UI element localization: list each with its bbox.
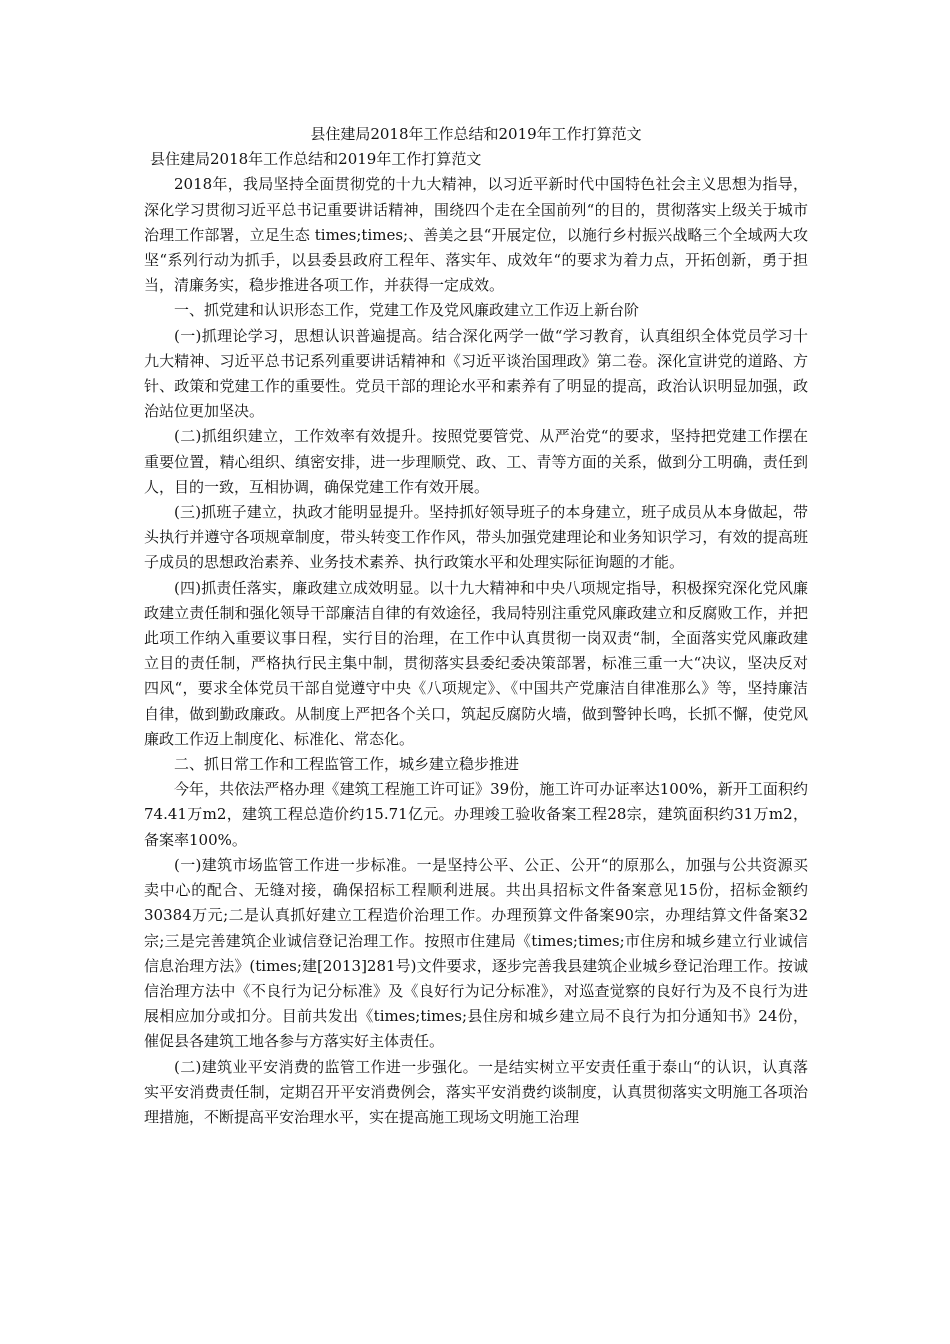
document-page bbox=[144, 122, 808, 1130]
document-title: 县住建局2018年工作总结和2019年工作打算范文 bbox=[310, 125, 642, 143]
section-heading-1: 一、抓党建和认识形态工作，党建工作及党风廉政建立工作迈上新台阶 bbox=[174, 301, 640, 320]
document-subtitle: 县住建局2018年工作总结和2019年工作打算范文 bbox=[150, 150, 482, 169]
paragraph-2-1: (一)建筑市场监管工作进一步标准。一是坚持公平、公正、公开“的原那么，加强与公共资源买卖中心的配合、无缝对接，确保招标工程顺利进展。共出具招标文件备案意见15份，招标金额约30384万元;二是认真抓好建立工程造价治理工作。办理预算文件备案90宗，办理结算文件备案32宗;三是完善建筑企业诚信登记治理工作。按照市住建局《times;times;市住房和城乡建立行业诚信信息治理方法》(times;建[2013]281号)文件要求，逐步完善我县建筑企业城乡登记治理工作。按诚信治理方法中《不良行为记分标准》及《良好行为记分标准》，对巡查觉察的良好行为及不良行为进展相应加分或扣分。目前共发出《times;times;县住房和城乡建立局不良行为扣分通知书》24份，催促县各建筑工地各参与方落实好主体责任。 bbox=[144, 855, 808, 1051]
paragraph-1-1: (一)抓理论学习，思想认识普遍提高。结合深化两学一做“学习教育，认真组织全体党员学习十九大精神、习近平总书记系列重要讲话精神和《习近平谈治国理政》第二卷。深化宣讲党的道路、方针、政策和党建工作的重要性。党员干部的理论水平和素养有了明显的提高，政治认识明显加强，政治站位更加坚决。 bbox=[144, 326, 808, 421]
paragraph-1-2: (二)抓组织建立，工作效率有效提升。按照党要管党、从严治党“的要求，坚持把党建工作摆在重要位置，精心组织、缜密安排，进一步理顺党、政、工、青等方面的关系，做到分工明确，责任到人，目的一致，互相协调，确保党建工作有效开展。 bbox=[144, 427, 808, 496]
paragraph-1-4: (四)抓责任落实，廉政建立成效明显。以十九大精神和中央八项规定指导，积极探究深化党风廉政建立责任制和强化领导干部廉洁自律的有效途径，我局特别注重党风廉政建立和反腐败工作，并把此项工作纳入重要议事日程，实行目的治理，在工作中认真贯彻一岗双责“制，全面落实党风廉政建立目的责任制，严格执行民主集中制，贯彻落实县委纪委决策部署，标准三重一大“决议，坚决反对四风“，要求全体党员干部自觉遵守中央《八项规定》、《中国共产党廉洁自律准那么》等，坚持廉洁自律，做到勤政廉政。从制度上严把各个关口，筑起反腐防火墙，做到警钟长鸣，长抓不懈，使党风廉政工作迈上制度化、标准化、常态化。 bbox=[144, 578, 808, 748]
paragraph-1-3: (三)抓班子建立，执政才能明显提升。坚持抓好领导班子的本身建立，班子成员从本身做起，带头执行并遵守各项规章制度，带头转变工作作风，带头加强党建理论和业务知识学习，有效的提高班子成员的思想政治素养、业务技术素养、执行政策水平和处理实际征询题的才能。 bbox=[144, 503, 808, 572]
section-heading-2: 二、抓日常工作和工程监管工作，城乡建立稳步推进 bbox=[174, 755, 520, 774]
paragraph-intro: 2018年，我局坚持全面贯彻党的十九大精神，以习近平新时代中国特色社会主义思想为指导，深化学习贯彻习近平总书记重要讲话精神，围绕四个走在全国前列“的目的，贯彻落实上级关于城市治理工作部署，立足生态 times;times;、善美之县“开展定位，以施行乡村振兴战略三个全域两大攻坚“系列行动为抓手，以县委县政府工程年、落实年、成效年“的要求为着力点，开拓创新，勇于担当，清廉务实，稳步推进各项工作，并获得一定成效。 bbox=[144, 175, 808, 295]
paragraph-2-intro: 今年，共依法严格办理《建筑工程施工许可证》39份，施工许可办证率达100%，新开工面积约74.41万m2，建筑工程总造价约15.71亿元。办理竣工验收备案工程28宗，建筑面积约31万m2，备案率100%。 bbox=[144, 780, 808, 849]
paragraph-2-2: (二)建筑业平安消费的监管工作进一步强化。一是结实树立平安责任重于泰山“的认识，认真落实平安消费责任制，定期召开平安消费例会，落实平安消费约谈制度，认真贯彻落实文明施工各项治理措施，不断提高平安治理水平，实在提高施工现场文明施工治理 bbox=[144, 1057, 808, 1126]
